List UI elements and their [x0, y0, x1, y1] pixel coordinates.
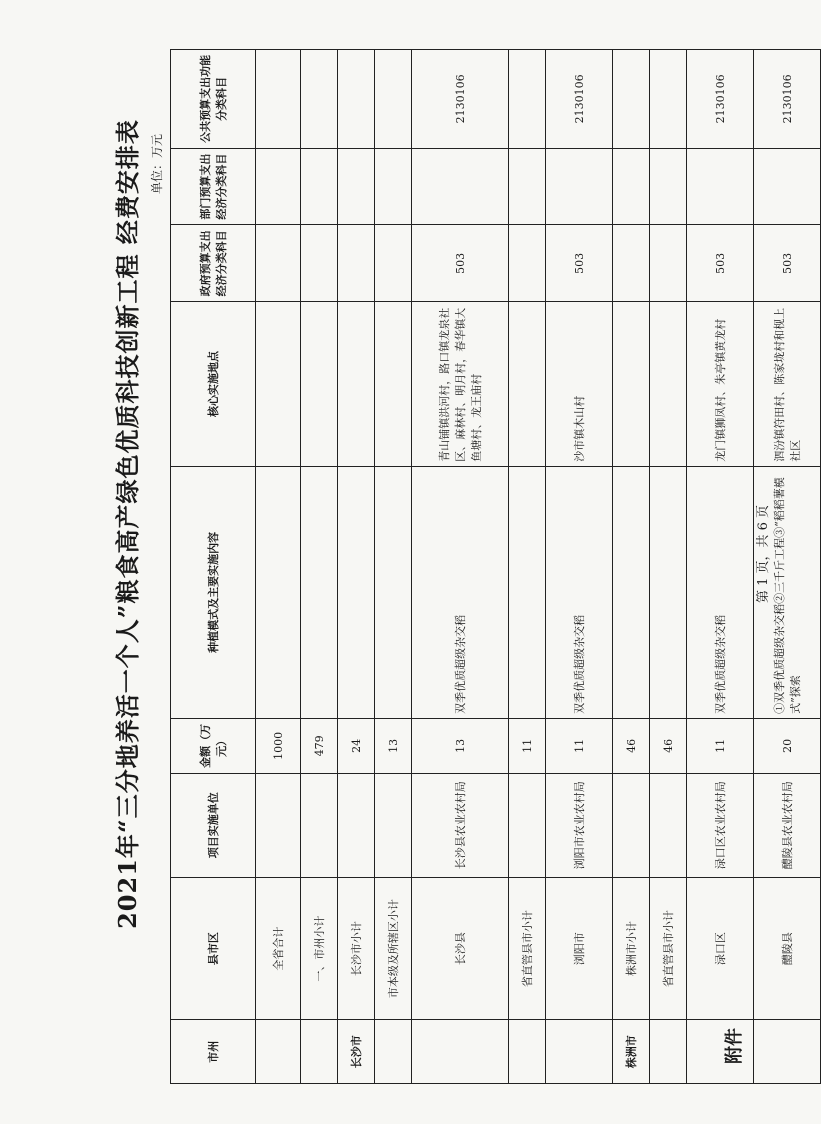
table-row: [412, 50, 509, 1084]
cell-dept-code: [256, 148, 301, 225]
cell-amount: 13: [375, 718, 412, 773]
cell-city: [412, 1020, 509, 1084]
cell-dept-code: [509, 148, 546, 225]
attachment-label: 附件: [724, 1028, 745, 1064]
cell-func-code: [509, 50, 546, 149]
cell-unit: [613, 773, 650, 877]
cell-county: 长沙市小计: [338, 877, 375, 1020]
cell-gov-code: [509, 225, 546, 302]
cell-location: [338, 302, 375, 466]
cell-amount: 46: [613, 718, 650, 773]
cell-county: 醴陵县: [754, 877, 821, 1020]
cell-content: [375, 466, 412, 718]
cell-city: [687, 1020, 754, 1084]
cell-func-code: [650, 50, 687, 149]
cell-location: [613, 302, 650, 466]
cell-amount: 11: [687, 718, 754, 773]
budget-table: [170, 49, 821, 1084]
cell-location: [301, 302, 338, 466]
page-number: 第 1 页，共 6 页: [756, 504, 771, 604]
header-content: 种植模式及主要实施内容: [171, 466, 256, 718]
table-row: [301, 50, 338, 1084]
cell-dept-code: [338, 148, 375, 225]
header-unit: 项目实施单位: [171, 773, 256, 877]
cell-location: 沙市镇木山村: [546, 302, 613, 466]
cell-content: 双季优质超级杂交稻: [546, 466, 613, 718]
cell-unit: [375, 773, 412, 877]
cell-dept-code: [546, 148, 613, 225]
header-county: 县市区: [171, 877, 256, 1020]
cell-county: 全省合计: [256, 877, 301, 1020]
cell-city: [546, 1020, 613, 1084]
cell-unit: 长沙县农业农村局: [412, 773, 509, 877]
header-row: [171, 50, 256, 1084]
header-func-code: 公共预算支出功能分类科目: [171, 50, 256, 149]
cell-city: [256, 1020, 301, 1084]
cell-location: [650, 302, 687, 466]
cell-gov-code: 503: [412, 225, 509, 302]
header-gov-code: 政府预算支出经济分类科目: [171, 225, 256, 302]
cell-location: [375, 302, 412, 466]
cell-amount: 11: [546, 718, 613, 773]
cell-gov-code: [256, 225, 301, 302]
table-row: [687, 50, 754, 1084]
cell-gov-code: 503: [754, 225, 821, 302]
cell-gov-code: [338, 225, 375, 302]
cell-city: 株洲市: [613, 1020, 650, 1084]
cell-unit: [338, 773, 375, 877]
cell-county: 省直管县市小计: [650, 877, 687, 1020]
cell-dept-code: [754, 148, 821, 225]
cell-content: [301, 466, 338, 718]
cell-amount: 24: [338, 718, 375, 773]
cell-func-code: [301, 50, 338, 149]
table-row: [650, 50, 687, 1084]
cell-unit: [256, 773, 301, 877]
cell-location: 泗汾镇符田村、陈家垅村和枧上社区: [754, 302, 821, 466]
cell-location: [509, 302, 546, 466]
header-location: 核心实施地点: [171, 302, 256, 466]
cell-county: 渌口区: [687, 877, 754, 1020]
cell-city: [509, 1020, 546, 1084]
table-row: [613, 50, 650, 1084]
cell-amount: 479: [301, 718, 338, 773]
cell-county: 株洲市小计: [613, 877, 650, 1020]
cell-content: [613, 466, 650, 718]
cell-content: 双季优质超级杂交稻: [687, 466, 754, 718]
table-row: [375, 50, 412, 1084]
cell-unit: [301, 773, 338, 877]
cell-gov-code: 503: [546, 225, 613, 302]
cell-city: [301, 1020, 338, 1084]
header-city: 市州: [171, 1020, 256, 1084]
cell-location: 青山铺镇洪河村，路口镇龙泉社区、麻林村、明月村，春华镇大鱼塘村、龙王庙村: [412, 302, 509, 466]
cell-content: [509, 466, 546, 718]
cell-location: [256, 302, 301, 466]
cell-location: 龙门镇狮凤村、朱亭镇黄龙村: [687, 302, 754, 466]
cell-content: [256, 466, 301, 718]
cell-func-code: 2130106: [754, 50, 821, 149]
cell-gov-code: 503: [687, 225, 754, 302]
header-dept-code: 部门预算支出经济分类科目: [171, 148, 256, 225]
page-title: 2021年“三分地养活一个人”粮食高产绿色优质科技创新工程 经费安排表: [113, 119, 142, 929]
cell-unit: 醴陵县农业农村局: [754, 773, 821, 877]
cell-dept-code: [301, 148, 338, 225]
cell-amount: 1000: [256, 718, 301, 773]
cell-amount: 11: [509, 718, 546, 773]
cell-func-code: [613, 50, 650, 149]
table-row: [338, 50, 375, 1084]
cell-amount: 13: [412, 718, 509, 773]
cell-dept-code: [687, 148, 754, 225]
cell-gov-code: [301, 225, 338, 302]
cell-dept-code: [412, 148, 509, 225]
cell-func-code: [375, 50, 412, 149]
cell-city: 长沙市: [338, 1020, 375, 1084]
cell-func-code: [256, 50, 301, 149]
cell-content: [650, 466, 687, 718]
cell-county: 市本级及所辖区小计: [375, 877, 412, 1020]
cell-dept-code: [650, 148, 687, 225]
unit-label: 单位：万元: [150, 133, 164, 194]
cell-county: 长沙县: [412, 877, 509, 1020]
cell-dept-code: [613, 148, 650, 225]
cell-gov-code: [613, 225, 650, 302]
table-row: [256, 50, 301, 1084]
cell-func-code: 2130106: [412, 50, 509, 149]
cell-gov-code: [375, 225, 412, 302]
cell-county: 一、市州小计: [301, 877, 338, 1020]
cell-amount: 20: [754, 718, 821, 773]
cell-amount: 46: [650, 718, 687, 773]
cell-func-code: 2130106: [546, 50, 613, 149]
cell-unit: 浏阳市农业农村局: [546, 773, 613, 877]
table-row: [546, 50, 613, 1084]
cell-func-code: 2130106: [687, 50, 754, 149]
cell-unit: [650, 773, 687, 877]
cell-city: [375, 1020, 412, 1084]
cell-city: [650, 1020, 687, 1084]
cell-county: 浏阳市: [546, 877, 613, 1020]
cell-gov-code: [650, 225, 687, 302]
cell-content: ①双季优质超级杂交稻②三千斤工程③“稻稻薯模式”探索: [754, 466, 821, 718]
cell-dept-code: [375, 148, 412, 225]
cell-county: 省直管县市小计: [509, 877, 546, 1020]
cell-unit: 渌口区农业农村局: [687, 773, 754, 877]
cell-city: [754, 1020, 821, 1084]
header-amount: 金额（万元）: [171, 718, 256, 773]
cell-content: 双季优质超级杂交稻: [412, 466, 509, 718]
table-row: [509, 50, 546, 1084]
cell-content: [338, 466, 375, 718]
cell-unit: [509, 773, 546, 877]
cell-func-code: [338, 50, 375, 149]
